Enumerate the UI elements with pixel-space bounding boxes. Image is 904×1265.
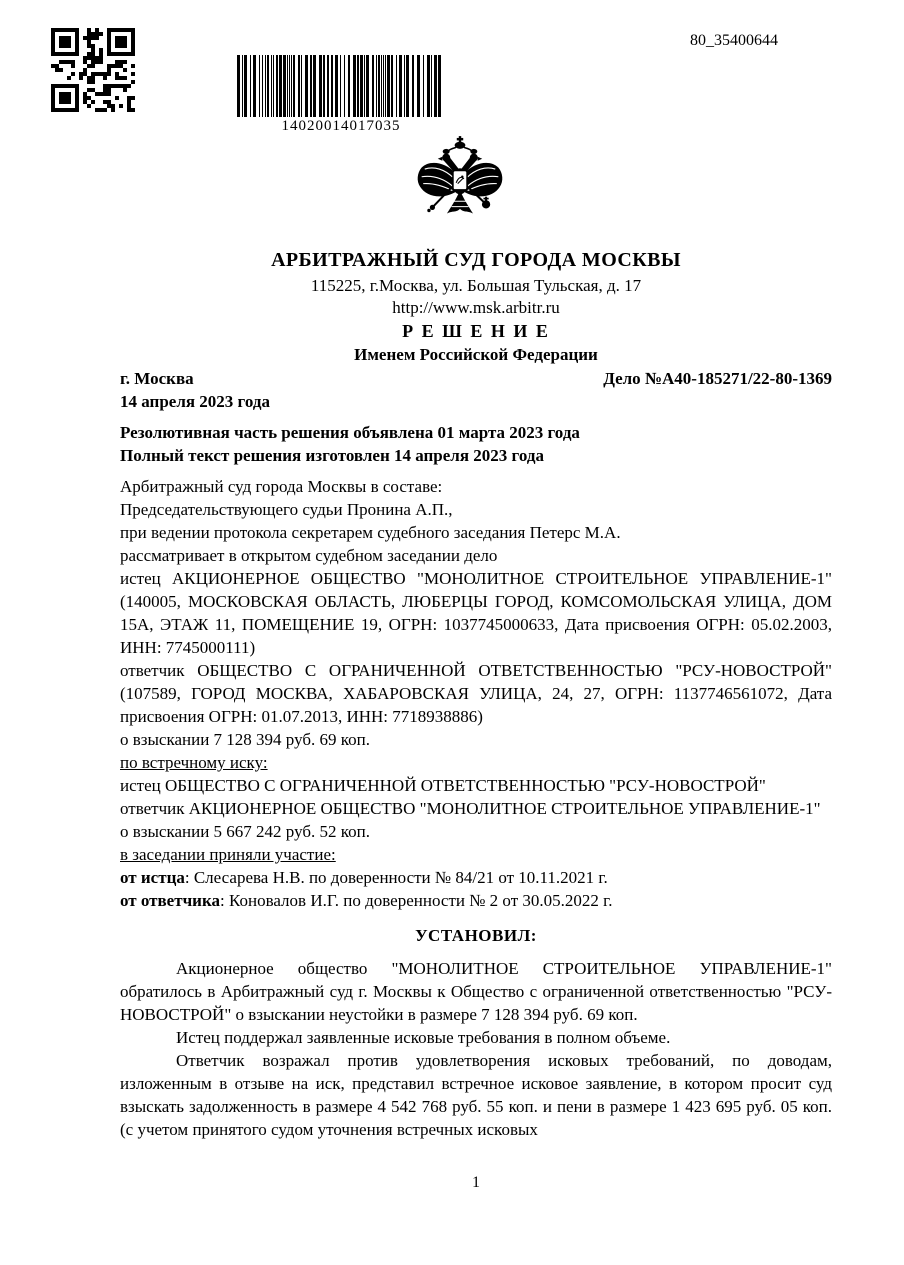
qr-code (50, 28, 136, 112)
participant-defendant-text: : Коновалов И.Г. по доверенности № 2 от 30.05.2022 г. (220, 891, 613, 910)
document-body (120, 367, 832, 1141)
barcode-number: 14020014017035 (281, 118, 401, 134)
counter-defendant-paragraph: ответчик АКЦИОНЕРНОЕ ОБЩЕСТВО "МОНОЛИТНОЕ СТРОИТЕЛЬНОЕ УПРАВЛЕНИЕ-1" (120, 799, 821, 818)
resolution-fulltext-line: Полный текст решения изготовлен 14 апреля 2023 года (120, 446, 544, 465)
case-city: г. Москва (120, 369, 194, 388)
session-type-line: рассматривает в открытом судебном заседании дело (120, 546, 498, 565)
ruling-paragraph-1: Акционерное общество "МОНОЛИТНОЕ СТРОИТЕЛЬНОЕ УПРАВЛЕНИЕ-1" обратилось в Арбитражный суд г. Москвы к Общество с ограниченной ответственностью "РСУ-НОВОСТРОЙ" о взыскании неустойки в размере 7 128 394 руб. 69 коп. (120, 959, 832, 1024)
participant-plaintiff-line (120, 866, 832, 889)
secretary-line: при ведении протокола секретарем судебного заседания Петерс М.А. (120, 523, 621, 542)
primary-defendant-paragraph: ответчик ОБЩЕСТВО С ОГРАНИЧЕННОЙ ОТВЕТСТВЕННОСТЬЮ "РСУ-НОВОСТРОЙ" (107589, ГОРОД МОСКВА, ХАБАРОВСКАЯ УЛИЦА, 24, 27, ОГРН: 1137746561072, Дата присвоения ОГРН: 01.07.2013, ИНН: 7718938886) (120, 661, 832, 726)
counter-claim-heading: по встречному иску: (120, 753, 268, 772)
court-url: http://www.msk.arbitr.ru (392, 298, 560, 317)
page-number: 1 (472, 1174, 480, 1191)
coat-of-arms-image (414, 133, 506, 245)
ruling-heading: УСТАНОВИЛ: (415, 926, 537, 945)
barcode (237, 55, 445, 135)
court-name: АРБИТРАЖНЫЙ СУД ГОРОДА МОСКВЫ (271, 249, 681, 271)
court-address: 115225, г.Москва, ул. Большая Тульская, д. 17 (310, 276, 642, 295)
decision-subtitle: Именем Российской Федерации (354, 345, 598, 364)
ruling-paragraph-2: Истец поддержал заявленные исковые требования в полном объеме. (176, 1028, 671, 1047)
resolution-announced-line: Резолютивная часть решения объявлена 01 марта 2023 года (120, 423, 580, 442)
participant-defendant-line (120, 889, 832, 912)
court-composition-line: Арбитражный суд города Москвы в составе: (120, 477, 443, 496)
case-header-row (120, 367, 832, 390)
counter-claim-amount: о взыскании 5 667 242 руб. 52 коп. (120, 822, 370, 841)
participants-heading: в заседании приняли участие: (120, 845, 336, 864)
coat-of-arms-icon (414, 133, 506, 245)
qr-code-image (50, 28, 136, 112)
presiding-judge-line: Председательствующего судьи Пронина А.П., (120, 500, 453, 519)
case-date: 14 апреля 2023 года (120, 392, 270, 411)
decision-title: Р Е Ш Е Н И Е (402, 321, 550, 341)
ruling-paragraph-3: Ответчик возражал против удовлетворения исковых требований, по доводам, изложенным в отзыве на иск, представил встречное исковое заявление, в котором просит суд взыскать задолженность в размере 4 542 768 руб. 55 коп. и пени в размере 1 423 695 руб. 05 коп. (с учетом принятого судом уточнения встречных исковых (120, 1051, 832, 1139)
barcode-image (237, 55, 445, 117)
primary-claim-amount: о взыскании 7 128 394 руб. 69 коп. (120, 730, 370, 749)
case-number: Дело №А40-185271/22-80-1369 (603, 369, 832, 388)
document-header (120, 247, 832, 366)
participant-defendant-label: от ответчика (120, 891, 220, 910)
participant-plaintiff-text: : Слесарева Н.В. по доверенности № 84/21 от 10.11.2021 г. (184, 868, 608, 887)
document-id: 80_35400644 (690, 32, 778, 49)
participant-plaintiff-label: от истца (120, 868, 185, 887)
primary-plaintiff-paragraph: истец АКЦИОНЕРНОЕ ОБЩЕСТВО "МОНОЛИТНОЕ СТРОИТЕЛЬНОЕ УПРАВЛЕНИЕ-1" (140005, МОСКОВСКАЯ ОБЛАСТЬ, ЛЮБЕРЦЫ ГОРОД, КОМСОМОЛЬСКАЯ УЛИЦА, ДОМ 15А, ЭТАЖ 11, ПОМЕЩЕНИЕ 19, ОГРН: 1037745000633, Дата присвоения ОГРН: 05.02.2003, ИНН: 7745000111) (120, 569, 832, 657)
counter-plaintiff-paragraph: истец ОБЩЕСТВО С ОГРАНИЧЕННОЙ ОТВЕТСТВЕННОСТЬЮ "РСУ-НОВОСТРОЙ" (120, 776, 766, 795)
